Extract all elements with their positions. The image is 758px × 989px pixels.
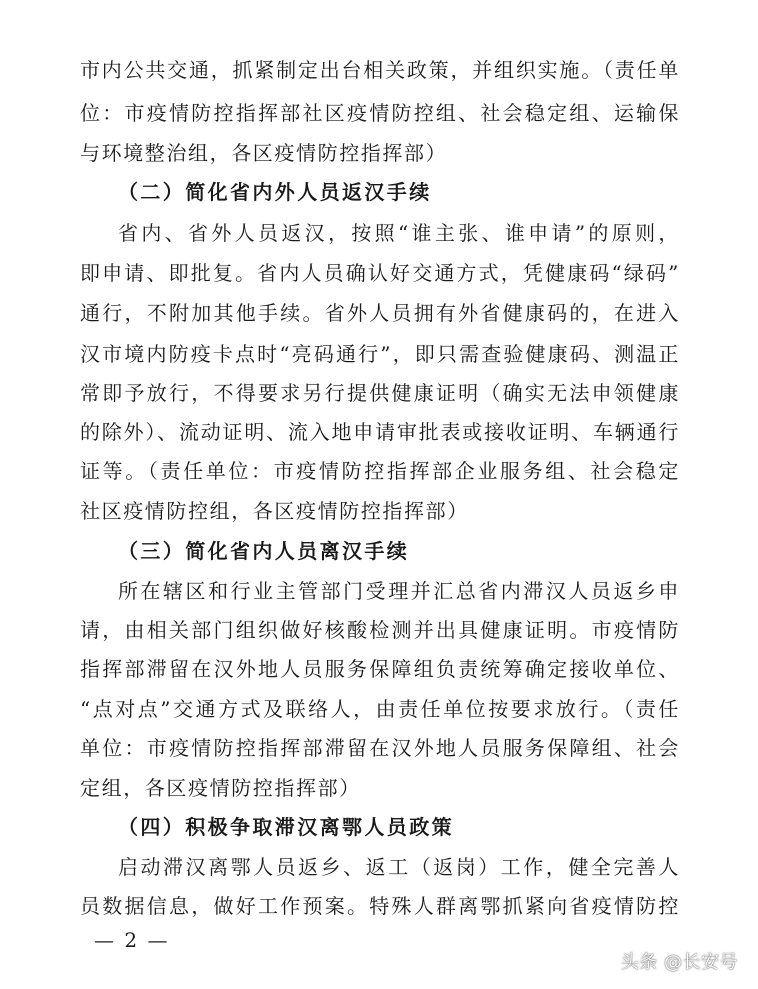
paragraph-line: “点对点”交通方式及联络人，由责任单位按要求放行。（责任: [80, 697, 680, 721]
section-heading: （三）简化省内人员离汉手续: [118, 539, 410, 563]
paragraph-line: 与环境整治组，各区疫情防控指挥部）: [80, 141, 448, 165]
paragraph-line: 省内、省外人员返汉，按照“谁主张、谁申请”的原则，: [118, 221, 680, 245]
paragraph-line: 证等。（责任单位：市疫情防控指挥部企业服务组、社会稳定: [80, 459, 680, 483]
section-heading: （四）积极争取滞汉离鄂人员政策: [118, 815, 454, 839]
paragraph-line: 常即予放行，不得要求另行提供健康证明（确实无法申领健康: [80, 381, 680, 405]
section-heading: （二）简化省内外人员返汉手续: [118, 180, 432, 204]
paragraph-line: 指挥部滞留在汉外地人员服务保障组负责统筹确定接收单位、: [80, 657, 680, 681]
paragraph-line: 通行，不附加其他手续。省外人员拥有外省健康码的，在进入: [80, 301, 680, 325]
paragraph-line: 员数据信息，做好工作预案。特殊人群离鄂抓紧向省疫情防控: [80, 894, 680, 918]
paragraph-line: 请，由相关部门组织做好核酸检测并出具健康证明。市疫情防: [80, 618, 680, 642]
paragraph-line: 汉市境内防疫卡点时“亮码通行”，即只需查验健康码、测温正: [80, 342, 680, 366]
paragraph-line: 定组，各区疫情防控指挥部）: [80, 776, 361, 800]
paragraph-line: 所在辖区和行业主管部门受理并汇总省内滞汉人员返乡申: [118, 579, 680, 603]
watermark: 头条 @长安号: [620, 952, 738, 973]
paragraph-line: 市内公共交通，抓紧制定出台相关政策，并组织实施。（责任单: [80, 58, 680, 82]
paragraph-line: 启动滞汉离鄂人员返乡、返工（返岗）工作，健全完善人: [118, 855, 680, 879]
paragraph-line: 单位：市疫情防控指挥部滞留在汉外地人员服务保障组、社会: [80, 736, 680, 760]
page-number: — 2 —: [94, 928, 170, 952]
paragraph-line: 位：市疫情防控指挥部社区疫情防控组、社会稳定组、运输保: [80, 101, 680, 125]
paragraph-line: 即申请、即批复。省内人员确认好交通方式，凭健康码“绿码”: [80, 261, 680, 285]
paragraph-line: 社区疫情防控组，各区疫情防控指挥部）: [80, 499, 469, 523]
paragraph-line: 的除外）、流动证明、流入地申请审批表或接收证明、车辆通行: [80, 420, 680, 444]
